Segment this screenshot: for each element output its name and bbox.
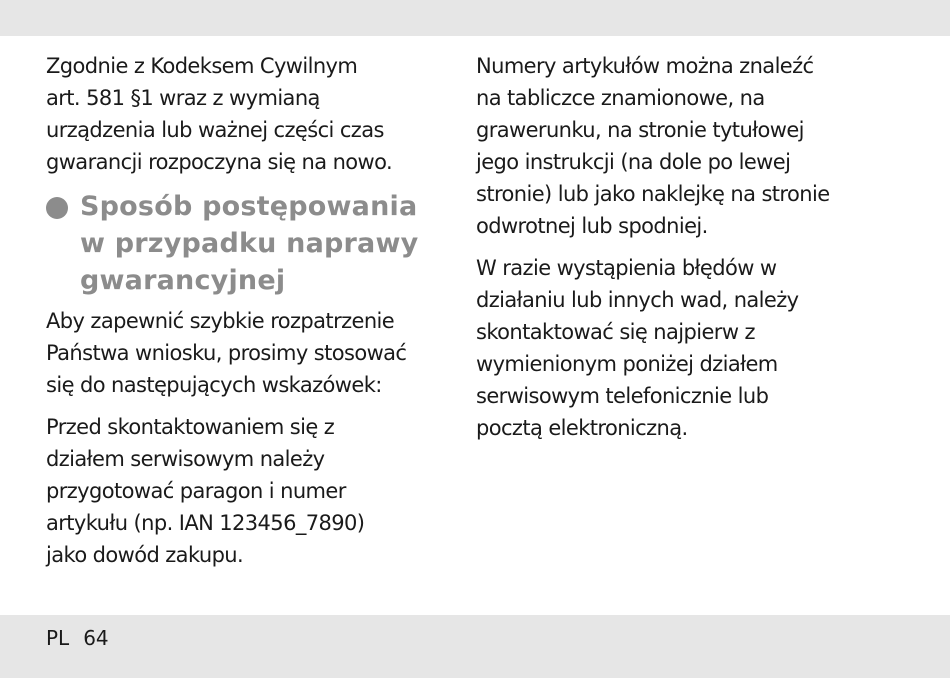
paragraph-article-numbers: Numery artykułów można znaleźć na tabliczce znamionowe, na grawerunku, na stronie tytułowej jego instrukcji (na dole po lewej stronie) lub jako naklejkę na stronie odwrotnej lub spodniej. <box>476 54 830 238</box>
section-heading <box>46 188 446 299</box>
paragraph-contact-service: W razie wystąpienia błędów w działaniu lub innych wad, należy skontaktować się najpierw z wymienionym poniżej działem serwisowym telefonicznie lub pocztą elektroniczną. <box>476 256 799 440</box>
paragraph-prepare-receipt: Przed skontaktowaniem się z działem serwisowym należy przygotować paragon i numer artykułu (np. IAN 123456_7890) jako dowód zakupu. <box>46 415 365 567</box>
top-band <box>0 0 950 36</box>
left-column <box>46 50 446 581</box>
bullet-icon <box>46 197 68 219</box>
footer-page-number: 64 <box>83 626 109 650</box>
paragraph-instructions-intro: Aby zapewnić szybkie rozpatrzenie Państwa wniosku, prosimy stosować się do następujących wskazówek: <box>46 309 407 397</box>
footer-language: PL <box>46 626 70 650</box>
section-heading-text: Sposób postępowania w przypadku naprawy gwarancyjnej <box>80 191 419 296</box>
page-footer <box>46 626 109 650</box>
paragraph-warranty-restart: Zgodnie z Kodeksem Cywilnym art. 581 §1 wraz z wymianą urządzenia lub ważnej części czas gwarancji rozpoczyna się na nowo. <box>46 54 393 174</box>
right-column <box>476 50 896 454</box>
bottom-band <box>0 615 950 678</box>
